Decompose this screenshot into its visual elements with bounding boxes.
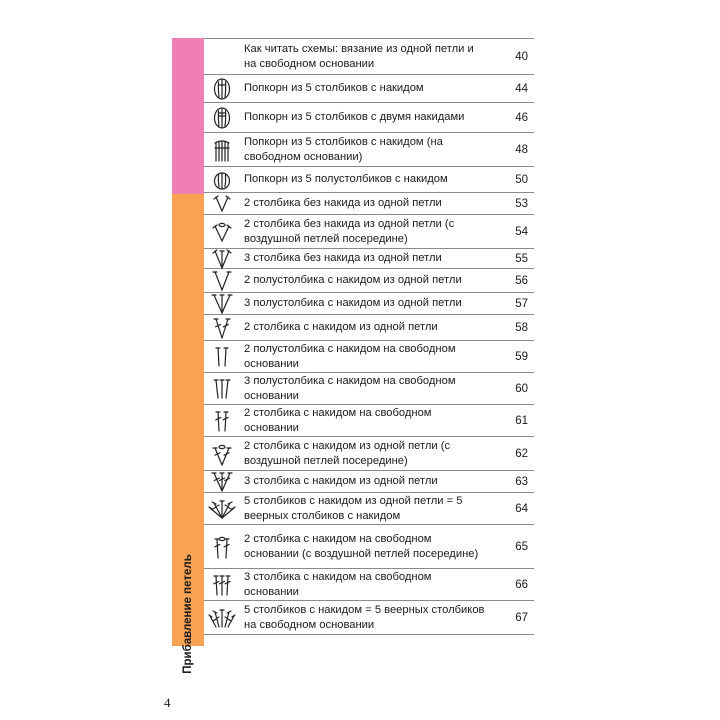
- 2dc-inc-icon: [208, 315, 236, 341]
- toc-row-62: [204, 437, 534, 471]
- section-label: Прибавление петель: [182, 554, 194, 674]
- toc-row-64: [204, 493, 534, 525]
- toc-row-59: [204, 341, 534, 373]
- 2sc-inc-icon: [204, 193, 240, 214]
- page-number: 55: [515, 252, 528, 265]
- 3dc-inc-icon: [208, 469, 236, 495]
- page-number: 62: [515, 447, 528, 460]
- 2dc-ch-inc-icon: [208, 441, 236, 467]
- page-number: 44: [515, 82, 528, 95]
- 3dc-open-icon: [208, 572, 236, 598]
- page-number: 66: [515, 578, 528, 591]
- popcorn-5-hdc-icon: [204, 167, 240, 192]
- stitch-description: 2 столбика с накидом на свободном основании: [244, 407, 432, 434]
- stitch-description: 3 полустолбика с накидом из одной петли: [244, 297, 462, 310]
- 3hdc-inc-icon: [204, 293, 240, 314]
- toc-row-65: [204, 525, 534, 569]
- page-number: 57: [515, 297, 528, 310]
- toc-row-63: [204, 471, 534, 493]
- 2hdc-open-icon: [208, 344, 236, 370]
- 5dc-fan-icon: [208, 496, 236, 522]
- stitch-description: Попкорн из 5 столбиков с накидом: [244, 82, 424, 95]
- stitch-description: 3 полустолбика с накидом на свободном основании: [244, 375, 456, 402]
- 5dc-fan-icon: [204, 493, 240, 524]
- 2sc-ch-inc-icon: [204, 215, 240, 248]
- stitch-description: 2 столбика с накидом из одной петли: [244, 321, 438, 334]
- page-number: 46: [515, 111, 528, 124]
- toc-row-55: [204, 249, 534, 269]
- toc-row-46: [204, 103, 534, 133]
- page-number: 56: [515, 274, 528, 287]
- 2hdc-open-icon: [204, 341, 240, 372]
- page-number: 40: [515, 50, 528, 63]
- popcorn-open-base-icon: [204, 133, 240, 166]
- section-tab-popcorn: [172, 38, 204, 194]
- 2hdc-inc-icon: [204, 269, 240, 292]
- toc-row-48: [204, 133, 534, 167]
- 3hdc-open-icon: [204, 373, 240, 404]
- toc-row-57: [204, 293, 534, 315]
- toc-row-61: [204, 405, 534, 437]
- 2sc-ch-inc-icon: [208, 219, 236, 245]
- toc-row-60: [204, 373, 534, 405]
- 2dc-ch-open-icon: [208, 534, 236, 560]
- toc-row-56: [204, 269, 534, 293]
- stitch-description: 2 столбика с накидом из одной петли (с воздушной петлей посередине): [244, 440, 451, 467]
- toc-row-66: [204, 569, 534, 601]
- 2dc-open-icon: [204, 405, 240, 436]
- popcorn-5-hdc-icon: [208, 167, 236, 193]
- page-number: 63: [515, 475, 528, 488]
- toc-row-54: [204, 215, 534, 249]
- 3sc-inc-icon: [204, 249, 240, 268]
- toc-row-67: [204, 601, 534, 635]
- popcorn-5-tr-icon: [204, 103, 240, 132]
- stitch-description: 3 столбика без накида из одной петли: [244, 252, 442, 265]
- stitch-description: Попкорн из 5 столбиков с двумя накидами: [244, 111, 465, 124]
- symbol-empty: [204, 39, 240, 74]
- stitch-description: 3 столбика с накидом на свободном основании: [244, 571, 432, 598]
- 2dc-ch-inc-icon: [204, 437, 240, 470]
- toc-row-50: [204, 167, 534, 193]
- page-number: 64: [515, 502, 528, 515]
- stitch-description: 2 полустолбика с накидом на свободном основании: [244, 343, 456, 370]
- 5dc-fan-open-icon: [208, 605, 236, 631]
- 3hdc-open-icon: [208, 376, 236, 402]
- page-folio: 4: [164, 695, 171, 710]
- 3dc-inc-icon: [204, 471, 240, 492]
- page-number: 59: [515, 350, 528, 363]
- popcorn-5-dc-icon: [204, 75, 240, 102]
- popcorn-5-dc-icon: [208, 76, 236, 102]
- popcorn-open-base-icon: [208, 137, 236, 163]
- page-number: 58: [515, 321, 528, 334]
- stitch-description: Попкорн из 5 полустолбиков с накидом: [244, 173, 448, 186]
- popcorn-5-tr-icon: [208, 105, 236, 131]
- page-number: 65: [515, 540, 528, 553]
- stitch-description: 2 столбика с накидом на свободном основании (с воздушной петлей посередине): [244, 533, 479, 560]
- page-number: 54: [515, 225, 528, 238]
- stitch-description: 5 столбиков с накидом из одной петли = 5 веерных столбиков с накидом: [244, 495, 463, 522]
- 3hdc-inc-icon: [208, 291, 236, 317]
- 2dc-open-icon: [208, 408, 236, 434]
- contents-table: [204, 38, 534, 635]
- stitch-description: Попкорн из 5 столбиков с накидом (на свободном основании): [244, 136, 443, 163]
- page-number: 48: [515, 143, 528, 156]
- 5dc-fan-open-icon: [204, 601, 240, 634]
- stitch-description: 5 столбиков с накидом = 5 веерных столбиков на свободном основании: [244, 604, 485, 631]
- stitch-description: 3 столбика с накидом из одной петли: [244, 475, 438, 488]
- section-tab-increases: [172, 194, 204, 674]
- stitch-description: 2 полустолбика с накидом из одной петли: [244, 274, 462, 287]
- stitch-description: 2 столбика без накида из одной петли: [244, 197, 442, 210]
- toc-row-44: [204, 75, 534, 103]
- page-number: 53: [515, 197, 528, 210]
- 2sc-inc-icon: [208, 191, 236, 217]
- toc-row-40: [204, 39, 534, 75]
- 2dc-ch-open-icon: [204, 525, 240, 568]
- stitch-description: Как читать схемы: вязание из одной петли и на свободном основании: [244, 43, 474, 70]
- toc-row-58: [204, 315, 534, 341]
- page-number: 50: [515, 173, 528, 186]
- page-number: 60: [515, 382, 528, 395]
- page-number: 67: [515, 611, 528, 624]
- 3dc-open-icon: [204, 569, 240, 600]
- page-number: 61: [515, 414, 528, 427]
- toc-row-53: [204, 193, 534, 215]
- 2dc-inc-icon: [204, 315, 240, 340]
- stitch-description: 2 столбика без накида из одной петли (с воздушной петлей посередине): [244, 218, 455, 245]
